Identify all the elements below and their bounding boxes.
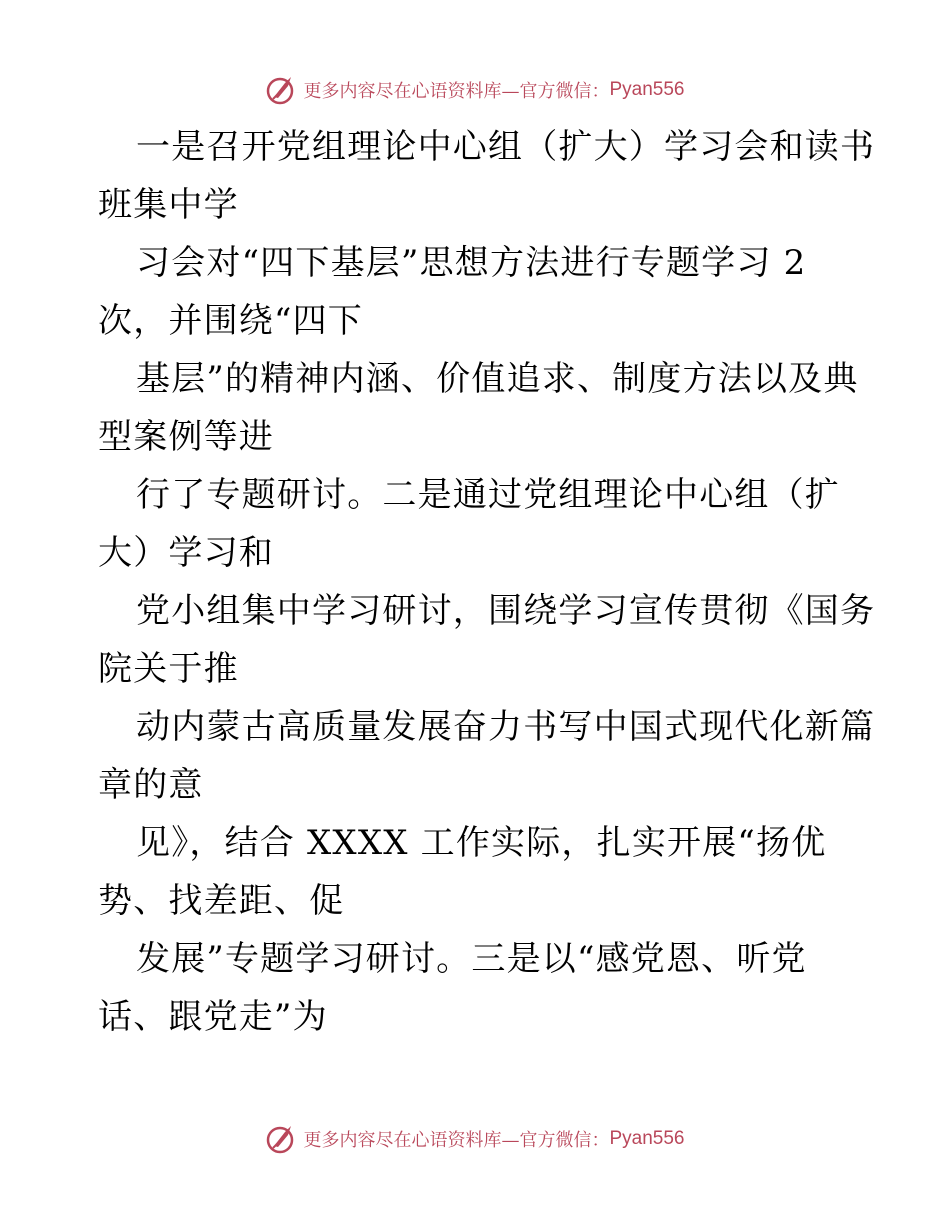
watermark-wechat-id: Pyan556 bbox=[609, 79, 685, 100]
text-line: 行了专题研讨。二是通过党组理论中心组（扩 bbox=[136, 475, 840, 515]
text-line: 章的意 bbox=[98, 765, 204, 805]
quill-pen-logo-icon bbox=[265, 73, 299, 107]
text-line: 党小组集中学习研讨，围绕学习宣传贯彻《国务 bbox=[136, 591, 876, 631]
text-line: 习会对“四下基层”思想方法进行专题学习 2 bbox=[136, 243, 807, 283]
text-line: 型案例等进 bbox=[98, 417, 274, 457]
watermark-wechat-id: Pyan556 bbox=[609, 1128, 685, 1149]
text-line: 一是召开党组理论中心组（扩大）学习会和读书 bbox=[136, 127, 876, 167]
quill-pen-logo-icon bbox=[265, 1122, 299, 1156]
watermark-text: 更多内容尽在心语资料库—官方微信： bbox=[303, 1130, 610, 1151]
text-line: 话、跟党走”为 bbox=[98, 997, 328, 1037]
text-line: 动内蒙古高质量发展奋力书写中国式现代化新篇 bbox=[136, 707, 876, 747]
text-line: 次，并围绕“四下 bbox=[98, 301, 363, 341]
header-watermark bbox=[0, 70, 950, 110]
text-line: 发展”专题学习研讨。三是以“感党恩、听党 bbox=[136, 939, 807, 979]
text-line: 大）学习和 bbox=[98, 533, 274, 573]
watermark-text: 更多内容尽在心语资料库—官方微信： bbox=[303, 81, 610, 102]
body-text bbox=[98, 118, 876, 1046]
text-line: 基层”的精神内涵、价值追求、制度方法以及典 bbox=[136, 359, 859, 399]
text-line: 院关于推 bbox=[98, 649, 239, 689]
footer-watermark bbox=[0, 1119, 950, 1159]
text-line: 班集中学 bbox=[98, 185, 239, 225]
text-line: 见》，结合 XXXX 工作实际，扎实开展“扬优 bbox=[136, 823, 827, 863]
text-line: 势、找差距、促 bbox=[98, 881, 345, 921]
